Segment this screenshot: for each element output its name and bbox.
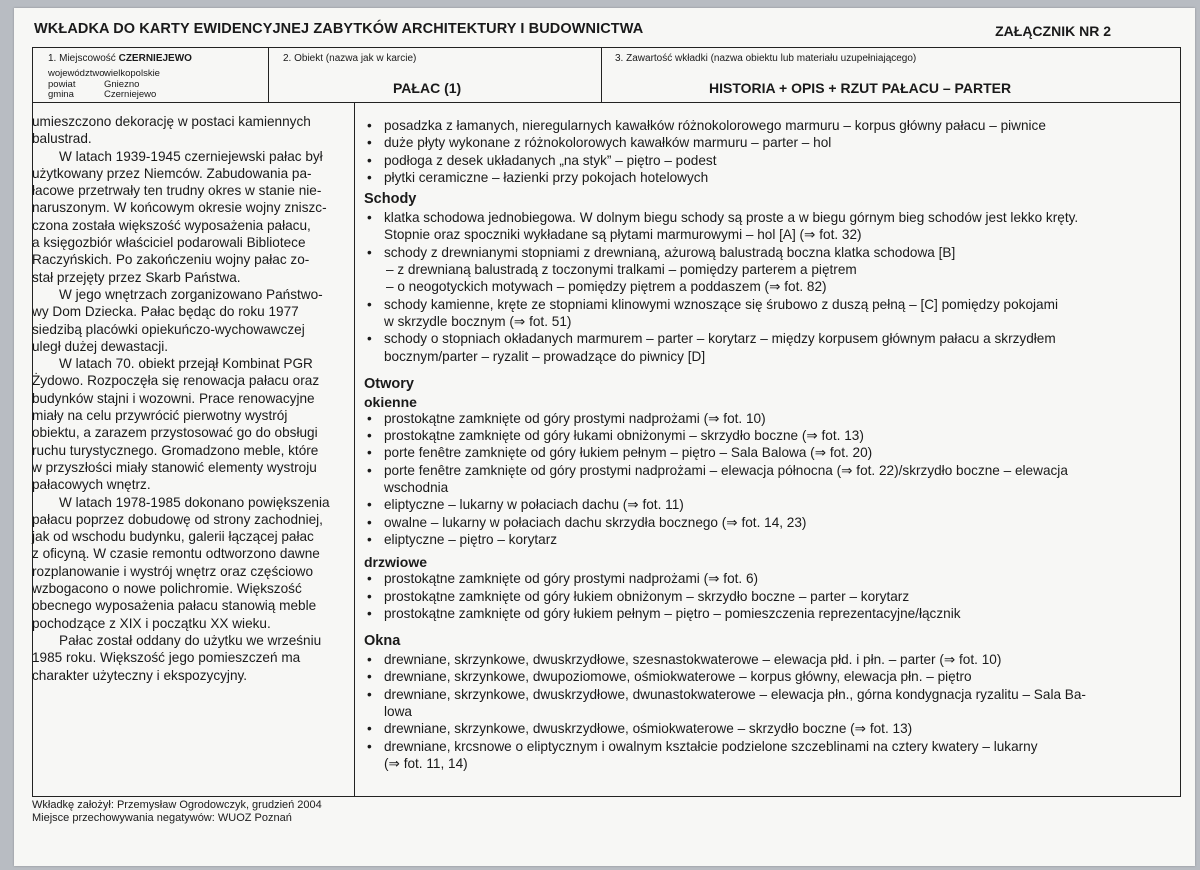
history-line: umieszczono dekorację w postaci kamiennych	[32, 114, 311, 129]
history-line: wzbogacono o nowe polichromie. Większość	[32, 581, 302, 597]
list-item	[364, 514, 1156, 531]
bullet-icon: •	[367, 135, 372, 151]
history-line: W jego wnętrzach zorganizowano Państwo-	[59, 286, 323, 302]
list-item	[364, 570, 1156, 587]
history-line: wy Dom Dziecka. Pałac będąc do roku 1977	[32, 304, 299, 320]
bullet-icon: •	[367, 721, 372, 737]
bullet-icon: •	[367, 296, 372, 312]
list-item	[364, 209, 1156, 244]
stairs-heading: Schody	[364, 191, 417, 208]
openings-heading: Otwory	[364, 375, 414, 392]
history-line: czona została większość wyposażenia pałacu,	[32, 217, 311, 233]
stairs-list	[364, 209, 1156, 365]
history-line: stał przejęty przez Skarb Państwa.	[32, 269, 241, 285]
list-item-text: Stopnie oraz spoczniki wykładane są płytami marmurowymi – hol [A] (⇒ fot. 32)	[384, 227, 862, 243]
bullet-icon: •	[367, 588, 372, 604]
list-item	[364, 117, 1156, 134]
list-item-text: prostokątne zamknięte od góry łukami obniżonymi – skrzydło boczne (⇒ fot. 13)	[384, 428, 864, 444]
location-details	[48, 69, 160, 101]
annex-number: ZAŁĄCZNIK NR 2	[995, 23, 1111, 39]
list-item	[364, 278, 1156, 295]
list-item-text: eliptyczne – piętro – korytarz	[384, 531, 558, 547]
list-item-text: eliptyczne – lukarny w połaciach dachu (⇒ fot. 11)	[384, 497, 684, 513]
history-line: uległ dużej dewastacji.	[32, 338, 169, 354]
list-item	[364, 651, 1156, 668]
bullet-icon: •	[367, 738, 372, 754]
history-line: Raczyńskich. Po zakończeniu wojny pałac zo-	[32, 252, 310, 268]
voivodeship-value: wielkopolskie	[104, 68, 160, 79]
history-paragraph	[32, 148, 354, 286]
description-column	[364, 117, 1156, 772]
doors-subheading: drzwiowe	[364, 554, 428, 571]
list-item	[364, 169, 1156, 186]
list-item-text: schody z drewnianymi stopniami z drewnianą, ażurową balustradą boczna klatka schodowa [B]	[384, 244, 956, 260]
list-item-text: płytki ceramiczne – łazienki przy pokojach hotelowych	[384, 169, 709, 185]
commune-value: Czerniejewo	[104, 89, 157, 100]
history-line: naruszonym. W końcowym okresie wojny zniszc-	[32, 200, 327, 216]
history-line: Żydowo. Rozpoczęła się renowacja pałacu oraz	[32, 373, 320, 389]
history-line: rozplanowanie i wystrój wnętrz oraz częściowo	[32, 563, 314, 579]
history-line: W latach 1939-1945 czerniejewski pałac był	[59, 148, 323, 164]
list-item-text: – z drewnianą balustradą z toczonymi tralkami – pomiędzy parterem a piętrem	[386, 262, 857, 278]
bullet-icon: •	[367, 652, 372, 668]
list-item-text: prostokątne zamknięte od góry prostymi nadprożami (⇒ fot. 10)	[384, 410, 766, 426]
bullet-icon: •	[367, 497, 372, 513]
list-item-text: wschodnia	[384, 480, 449, 496]
history-paragraph	[32, 355, 354, 493]
content-value: HISTORIA + OPIS + RZUT PAŁACU – PARTER	[709, 80, 1012, 96]
list-item-text: w skrzydle bocznym (⇒ fot. 51)	[384, 313, 572, 329]
history-line: W latach 1978-1985 dokonano powiększenia	[59, 494, 330, 510]
list-item	[364, 605, 1156, 622]
history-line: obiektu, a zarazem przystosować go do obsługi	[32, 425, 318, 441]
list-item-text: owalne – lukarny w połaciach dachu skrzydła bocznego (⇒ fot. 14, 23)	[384, 514, 807, 530]
list-item-text: duże płyty wykonane z różnokolorowych kawałków marmuru – parter – hol	[384, 135, 832, 151]
history-line: charakter użyteczny i ekspozycyjny.	[32, 667, 248, 683]
bullet-icon: •	[367, 571, 372, 587]
list-item	[364, 686, 1156, 721]
history-line: w przyszłości miały stanowić elementy wystroju	[32, 459, 317, 475]
location-label: 1. Miejscowość	[48, 53, 116, 64]
history-line: pochodzące z XIX i początku XX wieku.	[32, 615, 271, 631]
list-item-text: lowa	[384, 704, 412, 720]
history-line: łacowe przetrwały ten trudny okres w stanie nie-	[32, 183, 322, 199]
commune-key: gmina	[48, 89, 74, 100]
okna-heading: Okna	[364, 633, 401, 650]
bullet-icon: •	[367, 445, 372, 461]
location-value: CZERNIEJEWO	[118, 53, 192, 64]
history-line: pałacu poprzez dobudowę od strony zachodniej,	[32, 511, 323, 527]
doors-list	[364, 570, 1156, 622]
list-item-text: prostokątne zamknięte od góry łukiem obniżonym – skrzydło boczne – parter – korytarz	[384, 588, 910, 604]
bullet-icon: •	[367, 514, 372, 530]
list-item	[364, 134, 1156, 151]
history-line: Pałac został oddany do użytku we wrześniu	[59, 632, 322, 648]
history-line: z oficyną. W czasie remontu odtworzono dawne	[32, 546, 320, 562]
bullet-icon: •	[367, 410, 372, 426]
field-divider-1	[268, 48, 269, 102]
bullet-icon: •	[367, 244, 372, 260]
list-item-text: schody o stopniach okładanych marmurem – parter – korytarz – między korpusem głównym pałacu a skrzydłem	[384, 331, 1056, 347]
bullet-icon: •	[367, 669, 372, 685]
list-item	[364, 588, 1156, 605]
field-divider-2	[601, 48, 602, 102]
list-item	[364, 296, 1156, 331]
list-item	[364, 261, 1156, 278]
history-paragraph	[32, 494, 354, 632]
windows-subheading: okienne	[364, 393, 417, 410]
bullet-icon: •	[367, 686, 372, 702]
history-line: budynków stajni i wozowni. Prace renowacyjne	[32, 390, 315, 406]
object-label: 2. Obiekt (nazwa jak w karcie)	[283, 53, 417, 64]
list-item	[364, 496, 1156, 513]
list-item-text: drewniane, skrzynkowe, dwuskrzydłowe, dwunastokwaterowe – elewacja płn., górna kondygnacja ryzalitu – Sala Ba-	[384, 686, 1086, 702]
history-paragraph	[32, 113, 354, 148]
list-item	[364, 410, 1156, 427]
history-line: miały na celu przywrócić pierwotny wystrój	[32, 408, 288, 424]
list-item	[364, 531, 1156, 548]
voivodeship-key: województwo	[48, 68, 105, 79]
history-line: W latach 70. obiekt przejął Kombinat PGR	[59, 356, 313, 372]
history-line: ruchu turystycznego. Gromadzono meble, które	[32, 442, 319, 458]
bullet-icon: •	[367, 210, 372, 226]
list-item-text: prostokątne zamknięte od góry prostymi nadprożami (⇒ fot. 6)	[384, 571, 759, 587]
list-item	[364, 330, 1156, 365]
list-item	[364, 152, 1156, 169]
header-row-divider	[33, 102, 1180, 103]
list-item-text: bocznym/parter – ryzalit – prowadzące do piwnicy [D]	[384, 348, 706, 364]
list-item-text: porte fenêtre zamknięte od góry łukiem pełnym – piętro – Sala Balowa (⇒ fot. 20)	[384, 445, 873, 461]
content-label: 3. Zawartość wkładki (nazwa obiektu lub materiału uzupełniającego)	[615, 53, 917, 64]
list-item-text: drewniane, skrzynkowe, dwupoziomowe, ośmiokwaterowe – korpus główny, elewacja płn. – piętro	[384, 669, 972, 685]
list-item-text: klatka schodowa jednobiegowa. W dolnym biegu schody są proste a w biegu górnym bieg schodów jest lekko kręty.	[384, 210, 1079, 226]
history-line: obecnego wyposażenia pałacu stanowią meble	[32, 598, 317, 614]
history-text	[32, 113, 354, 684]
bullet-icon: •	[367, 169, 372, 185]
list-item	[364, 720, 1156, 737]
okna-list	[364, 651, 1156, 772]
list-item-text: porte fenêtre zamknięte od góry prostymi nadprożami – elewacja północna (⇒ fot. 22)/skrzydło boczne – elewacja	[384, 462, 1068, 478]
history-paragraph	[32, 632, 354, 684]
list-item-text: drewniane, skrzynkowe, dwuskrzydłowe, szesnastokwaterowe – elewacja płd. i płn. – parter (⇒ fot. 10)	[384, 652, 1002, 668]
location-field	[48, 53, 192, 64]
list-item	[364, 462, 1156, 497]
list-item-text: posadzka z łamanych, nieregularnych kawałków różnokolorowego marmuru – korpus główny pałacu – piwnice	[384, 118, 1046, 133]
footer-negatives: Miejsce przechowywania negatywów: WUOZ Poznań	[32, 812, 292, 824]
bullet-icon: •	[367, 462, 372, 478]
footer	[32, 799, 322, 825]
windows-list	[364, 410, 1156, 548]
document-title: WKŁADKA DO KARTY EWIDENCYJNEJ ZABYTKÓW ARCHITEKTURY I BUDOWNICTWA	[34, 21, 644, 37]
bullet-icon: •	[367, 118, 372, 133]
history-line: użytkowany przez Niemców. Zabudowania pa-	[32, 165, 312, 181]
list-item	[364, 444, 1156, 461]
bullet-icon: •	[367, 531, 372, 547]
bullet-icon: •	[367, 331, 372, 347]
county-key: powiat	[48, 78, 76, 90]
list-item-text: prostokątne zamknięte od góry łukiem pełnym – piętro – pomieszczenia reprezentacyjne/łącznik	[384, 605, 961, 621]
list-item-text: podłoga z desek układanych „na styk” – piętro – podest	[384, 152, 717, 168]
history-line: balustrad.	[32, 131, 92, 147]
list-item-text: (⇒ fot. 11, 14)	[384, 755, 468, 771]
list-item-text: – o neogotyckich motywach – pomiędzy piętrem a poddaszem (⇒ fot. 82)	[386, 279, 827, 295]
list-item-text: drewniane, krcsnowe o eliptycznym i owalnym kształcie podzielone szczeblinami na cztery kwatery – lukarny	[384, 738, 1038, 754]
history-line: siedzibą placówki opiekuńczo-wychowawczej	[32, 321, 305, 337]
history-line: 1985 roku. Większość jego pomieszczeń ma	[32, 650, 301, 666]
list-item	[364, 668, 1156, 685]
history-line: jak od wschodu budynku, galerii łączącej pałac	[32, 529, 314, 545]
bullet-icon: •	[367, 152, 372, 168]
county-value: Gniezno	[104, 78, 140, 90]
list-item-text: schody kamienne, kręte ze stopniami klinowymi wznoszące się śrubowo z duszą pełną – [C] pomiędzy pokojami	[384, 296, 1058, 312]
floors-list	[364, 117, 1156, 186]
history-line: a księgozbiór właściciel podarowali Bibliotece	[32, 235, 306, 251]
list-item	[364, 738, 1156, 773]
object-value: PAŁAC (1)	[393, 80, 462, 96]
bullet-icon: •	[367, 605, 372, 621]
footer-author: Wkładkę założył: Przemysław Ogrodowczyk, grudzień 2004	[32, 799, 322, 811]
history-paragraph	[32, 286, 354, 355]
column-divider	[354, 102, 355, 797]
list-item	[364, 244, 1156, 261]
history-line: pałacowych wnętrz.	[32, 477, 151, 493]
list-item	[364, 427, 1156, 444]
bullet-icon: •	[367, 428, 372, 444]
list-item-text: drewniane, skrzynkowe, dwuskrzydłowe, ośmiokwaterowe – skrzydło boczne (⇒ fot. 13)	[384, 721, 913, 737]
